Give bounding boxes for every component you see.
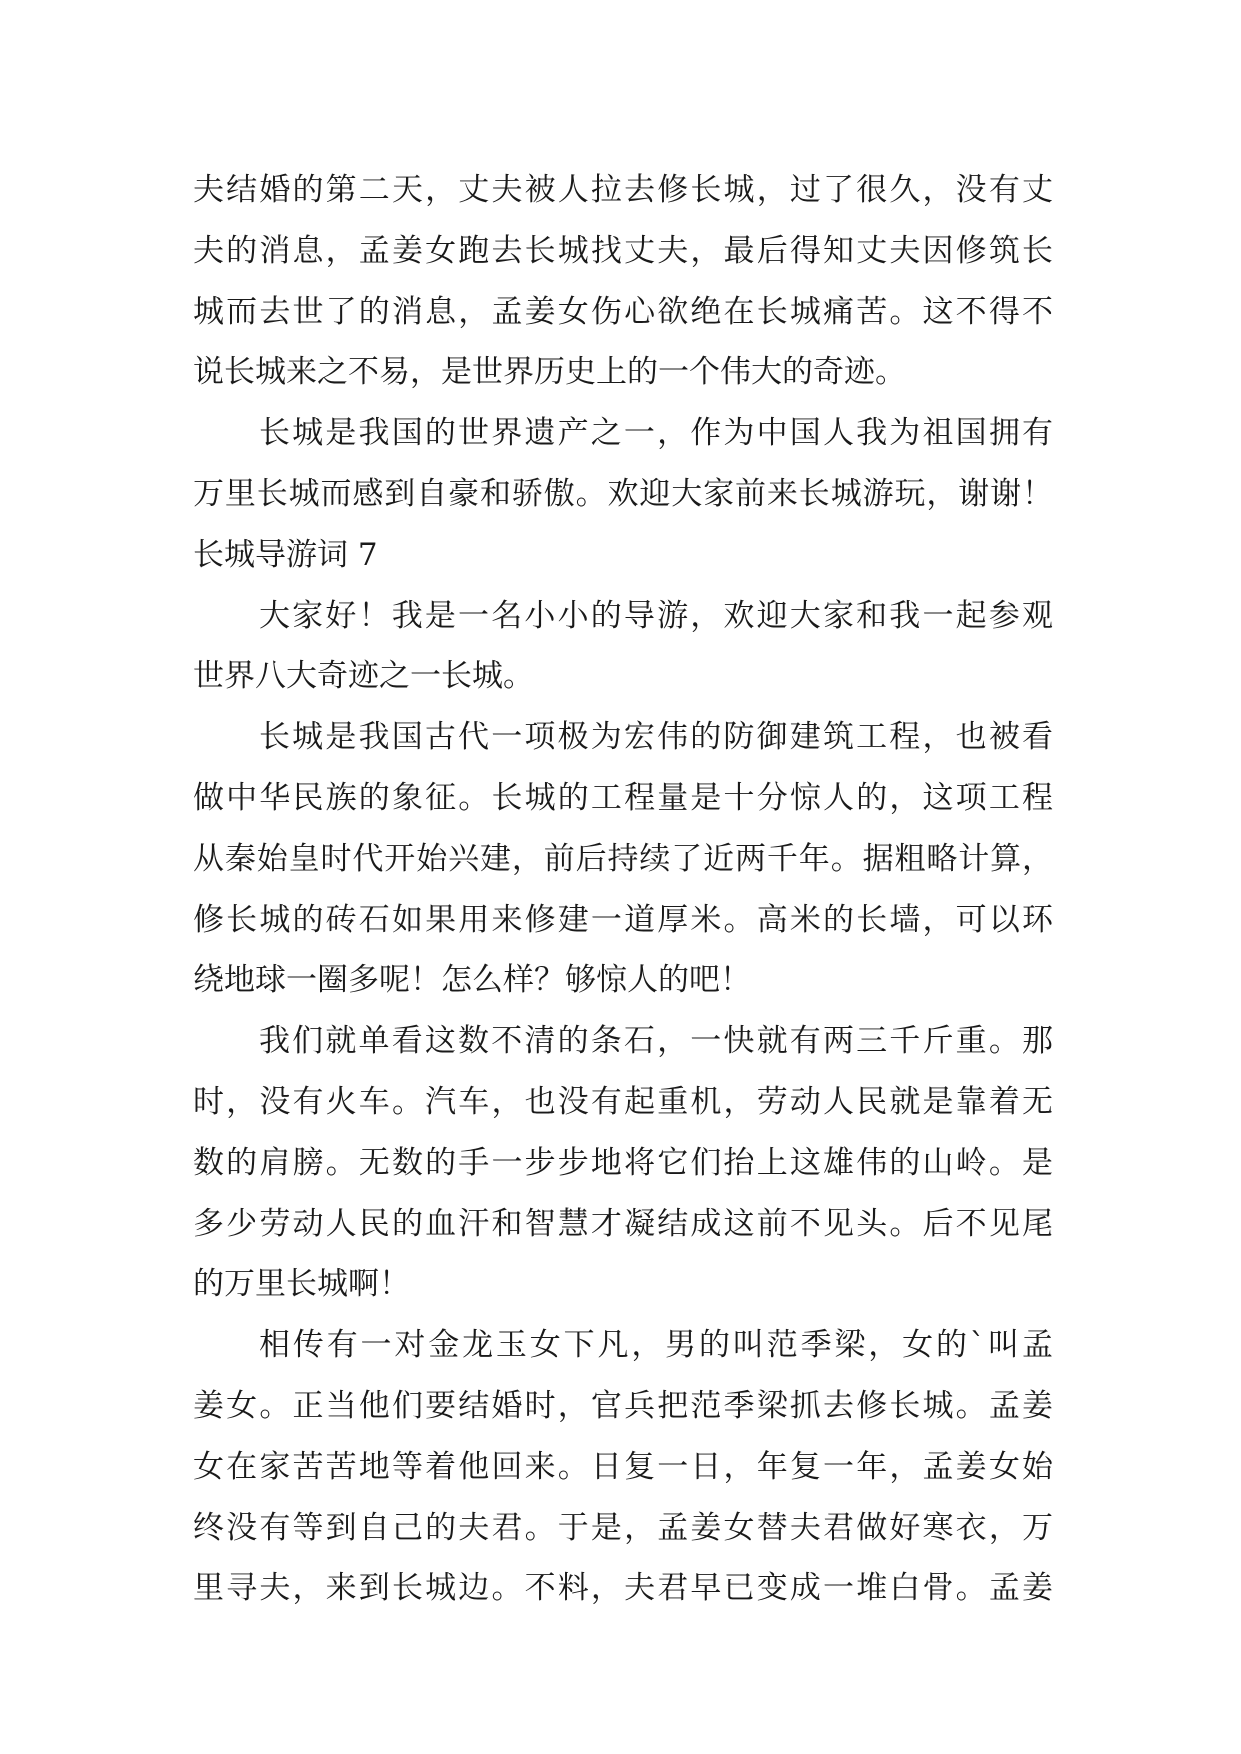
text-line: 数的肩膀。无数的手一步步地将它们抬上这雄伟的山岭。是 bbox=[193, 1144, 1053, 1181]
text-line: 做中华民族的象征。长城的工程量是十分惊人的，这项工程 bbox=[193, 779, 1053, 816]
text-line: 万里长城而感到自豪和骄傲。欢迎大家前来长城游玩，谢谢！ bbox=[193, 475, 1053, 512]
paragraph-start-line: 长城是我国古代一项极为宏伟的防御建筑工程，也被看 bbox=[259, 719, 1053, 756]
text-line: 姜女。正当他们要结婚时，官兵把范季梁抓去修长城。孟姜 bbox=[193, 1387, 1053, 1424]
paragraph-start-line: 长城是我国的世界遗产之一，作为中国人我为祖国拥有 bbox=[259, 415, 1053, 452]
paragraph-start-line: 我们就单看这数不清的条石，一快就有两三千斤重。那 bbox=[259, 1023, 1053, 1060]
document-body bbox=[193, 160, 1053, 1619]
text-line: 城而去世了的消息，孟姜女伤心欲绝在长城痛苦。这不得不 bbox=[193, 293, 1053, 330]
text-line: 多少劳动人民的血汗和智慧才凝结成这前不见头。后不见尾 bbox=[193, 1205, 1053, 1242]
text-line: 夫的消息，孟姜女跑去长城找丈夫，最后得知丈夫因修筑长 bbox=[193, 232, 1053, 269]
paragraph-start-line: 大家好！我是一名小小的导游，欢迎大家和我一起参观 bbox=[259, 597, 1053, 634]
paragraph-start-line: 相传有一对金龙玉女下凡，男的叫范季梁，女的`叫孟 bbox=[259, 1327, 1053, 1364]
text-line: 修长城的砖石如果用来修建一道厚米。高米的长墙，可以环 bbox=[193, 901, 1053, 938]
text-line: 世界八大奇迹之一长城。 bbox=[193, 658, 534, 695]
text-line: 里寻夫，来到长城边。不料，夫君早已变成一堆白骨。孟姜 bbox=[193, 1570, 1053, 1607]
text-line: 女在家苦苦地等着他回来。日复一日，年复一年，孟姜女始 bbox=[193, 1448, 1053, 1485]
text-line: 绕地球一圈多呢！怎么样？够惊人的吧！ bbox=[193, 962, 751, 999]
text-line: 从秦始皇时代开始兴建，前后持续了近两千年。据粗略计算， bbox=[193, 840, 1053, 877]
text-line: 的万里长城啊！ bbox=[193, 1266, 410, 1303]
text-line: 时，没有火车。汽车，也没有起重机，劳动人民就是靠着无 bbox=[193, 1083, 1053, 1120]
text-line: 终没有等到自己的夫君。于是，孟姜女替夫君做好寒衣，万 bbox=[193, 1509, 1053, 1546]
text-line: 说长城来之不易，是世界历史上的一个伟大的奇迹。 bbox=[193, 354, 906, 391]
section-heading: 长城导游词 7 bbox=[193, 536, 378, 573]
text-line: 夫结婚的第二天，丈夫被人拉去修长城，过了很久，没有丈 bbox=[193, 172, 1053, 208]
